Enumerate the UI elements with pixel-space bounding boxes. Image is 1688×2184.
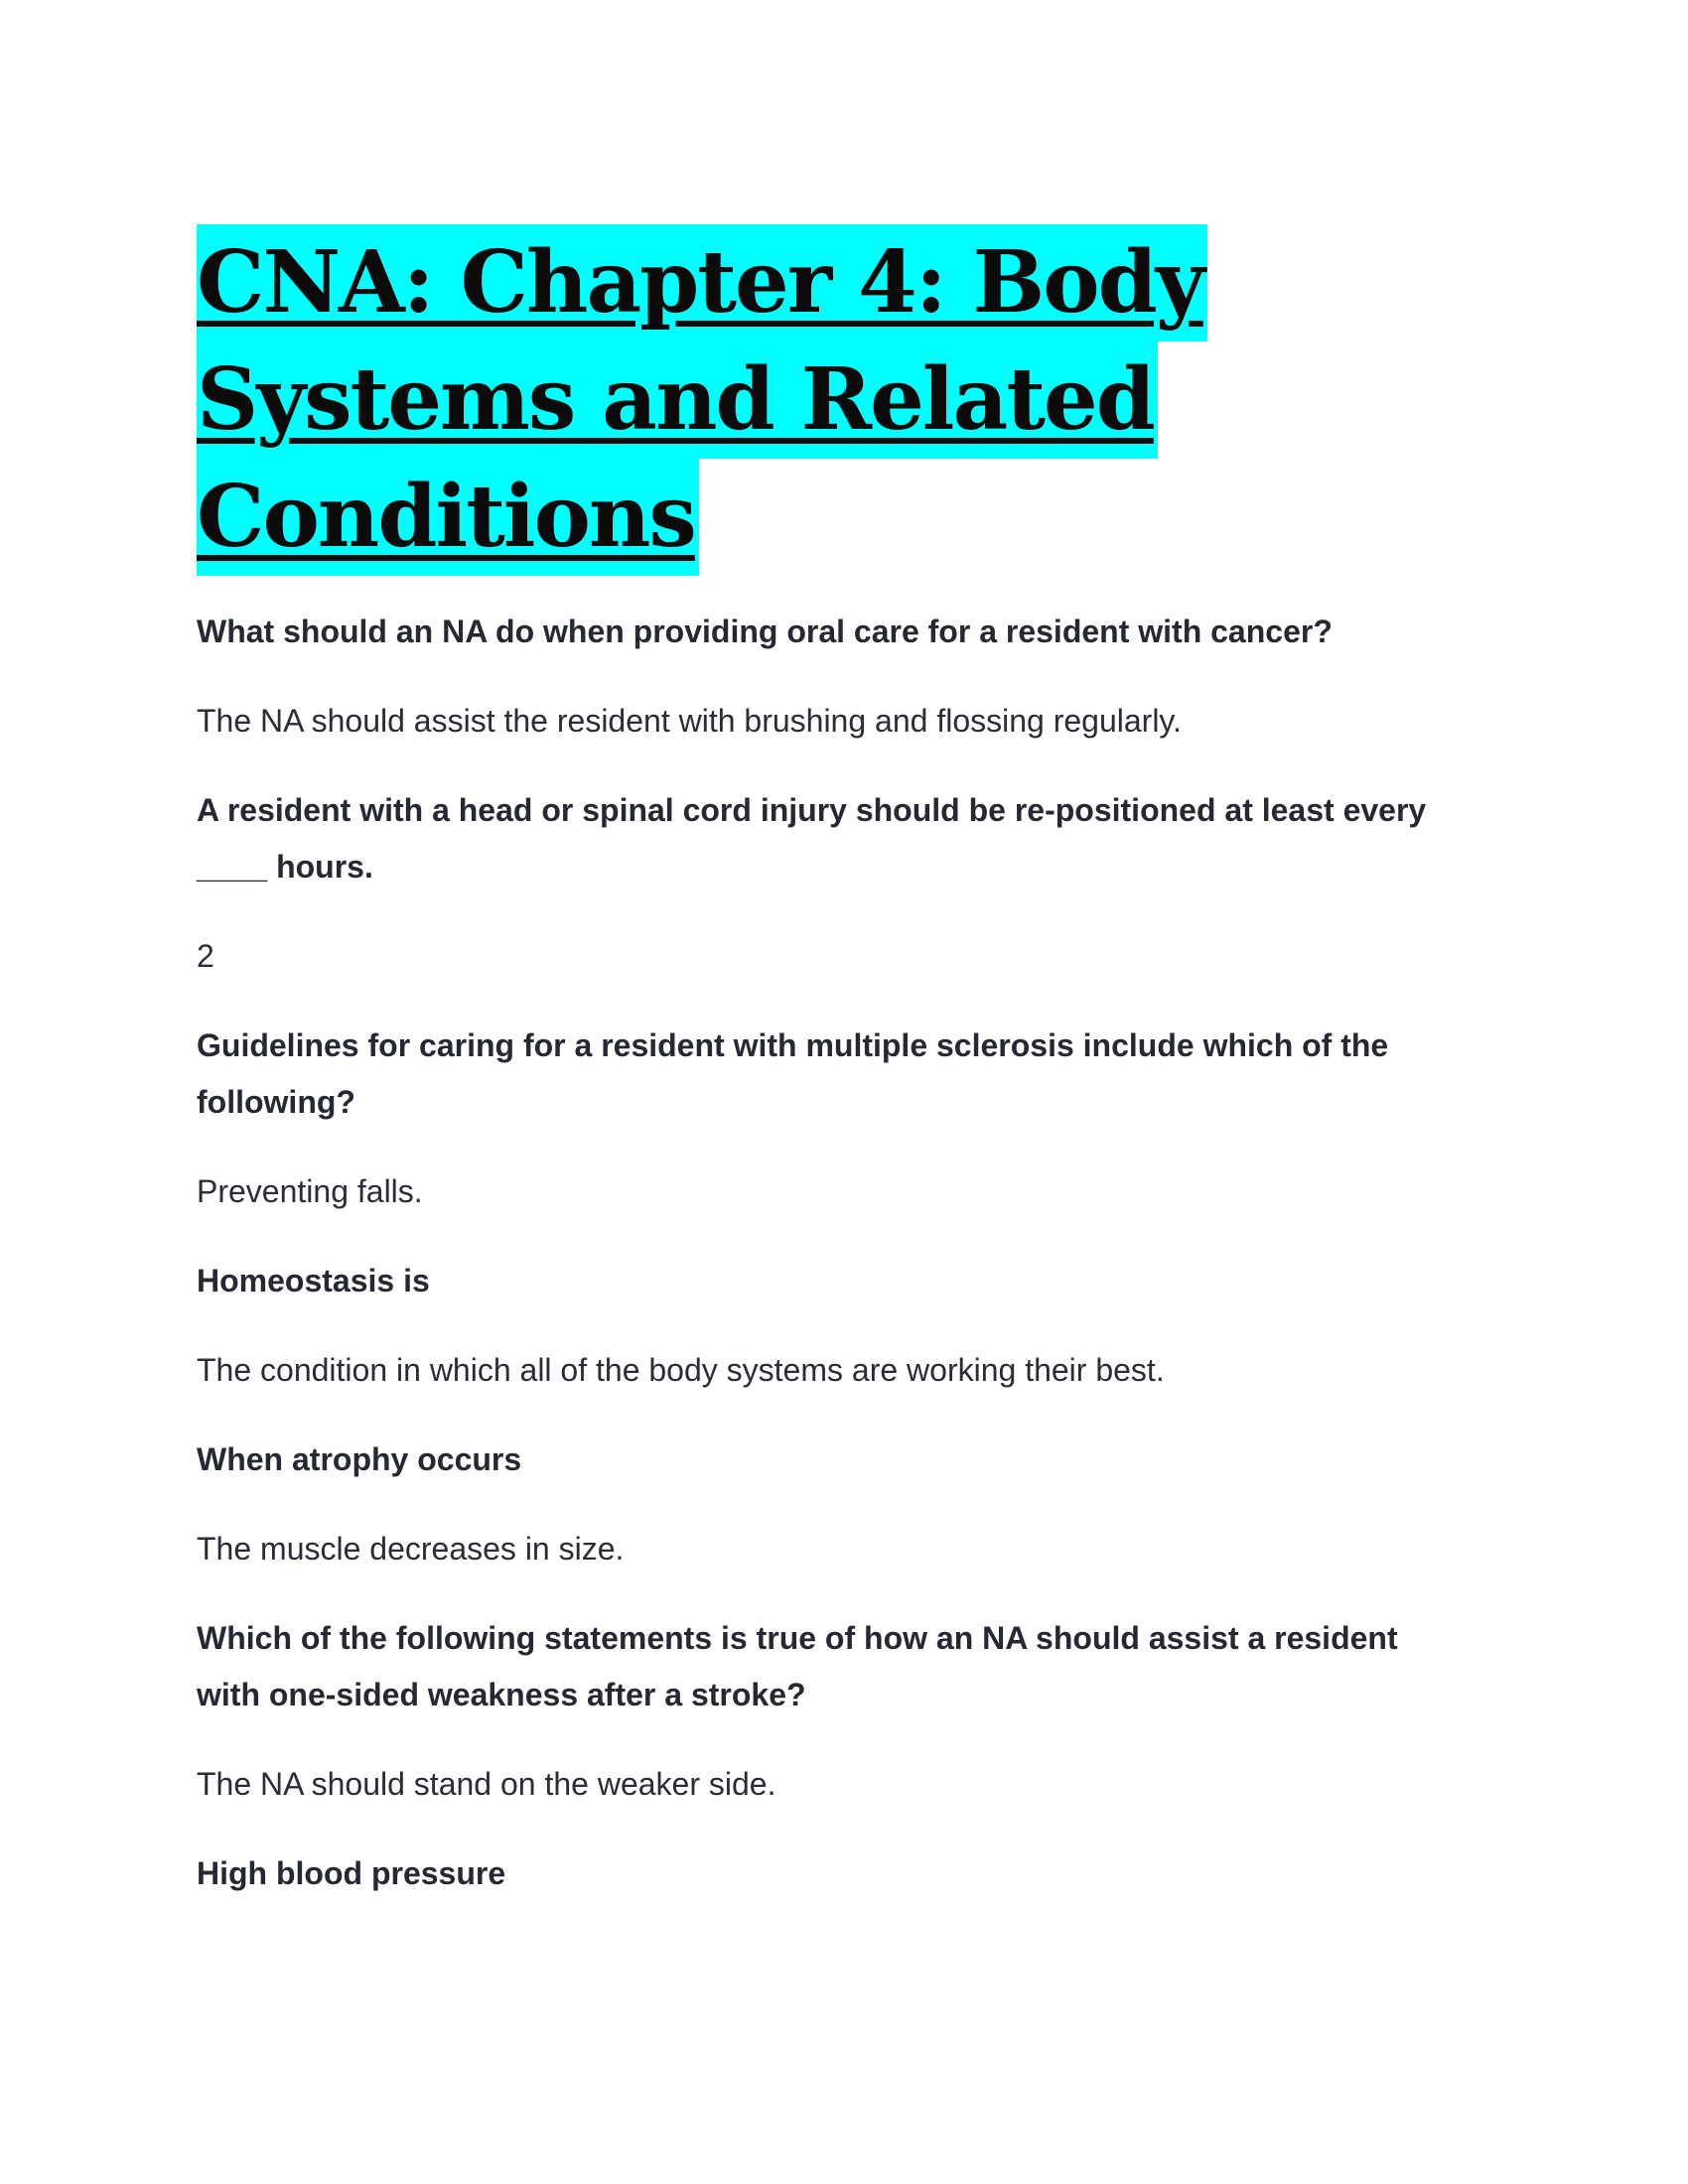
answer: The NA should stand on the weaker side. xyxy=(197,1766,776,1802)
question: Homeostasis is xyxy=(197,1263,430,1298)
answer: 2 xyxy=(197,938,214,974)
question xyxy=(197,1610,1487,1723)
question-line: Which of the following statements is true of how an NA should assist a resident xyxy=(197,1620,1398,1656)
question-line: A resident with a head or spinal cord injury should be re-positioned at least every xyxy=(197,792,1427,828)
question xyxy=(197,1018,1487,1131)
question: When atrophy occurs xyxy=(197,1441,522,1477)
question-line: following? xyxy=(197,1084,355,1120)
title-line: Systems and Related xyxy=(197,341,1158,459)
answer: The NA should assist the resident with brushing and flossing regularly. xyxy=(197,703,1182,739)
answer: Preventing falls. xyxy=(197,1173,423,1209)
title-line: CNA: Chapter 4: Body xyxy=(197,224,1207,341)
question: High blood pressure xyxy=(197,1855,506,1891)
question-line: with one-sided weakness after a stroke? xyxy=(197,1677,806,1712)
question-line: ____ hours. xyxy=(197,849,373,885)
title-line: Conditions xyxy=(197,459,699,576)
qa-list xyxy=(197,604,1487,1902)
answer: The condition in which all of the body systems are working their best. xyxy=(197,1352,1165,1388)
question-line: Guidelines for caring for a resident with multiple sclerosis include which of the xyxy=(197,1027,1389,1063)
answer: The muscle decreases in size. xyxy=(197,1531,625,1567)
document-title xyxy=(197,224,1487,576)
question: What should an NA do when providing oral care for a resident with cancer? xyxy=(197,614,1333,649)
question xyxy=(197,782,1487,895)
